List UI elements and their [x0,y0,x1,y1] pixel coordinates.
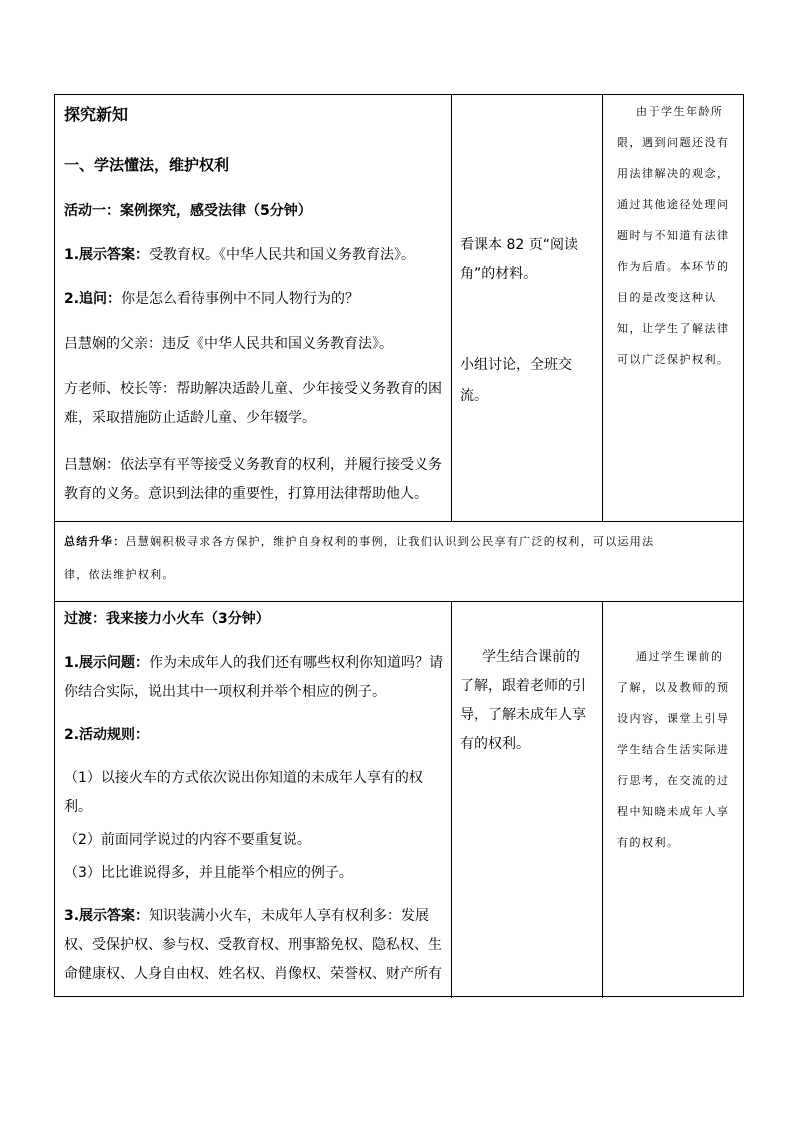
summary-label: 总结升华： [64,535,126,548]
transition-label: 过渡： [64,611,106,627]
section-heading: 一、学法懂法，维护权利 [64,156,230,174]
intent-line: 由于学生年龄所 [636,105,724,118]
student-activity-line2: 角”的材料。 [460,266,538,282]
intent-line: 设内容，课堂上引导 [617,712,730,725]
intent-line: 目的是改变这种认 [617,291,717,304]
paragraph-student-line1: 吕慧娴：依法享有平等接受义务教育的权利，并履行接受义务 [64,457,442,473]
answer-paragraph-line1 [64,907,429,925]
question-paragraph-line2: 你结合实际，说出其中一项权利并举个相应的例子。 [64,684,386,700]
lesson-plan-table [54,94,744,997]
paragraph-answer [64,246,415,264]
student-activity-line2: 了解，跟着老师的引 [460,678,586,694]
question-paragraph-line1 [64,654,443,672]
student-activity-line1: 看课本 82 页“阅读 [460,237,578,253]
teacher-activity-cell-2 [55,602,451,998]
paragraph-student-line2: 教育的义务。意识到法律的重要性，打算用法律帮助他人。 [64,486,428,502]
intent-line: 学生结合生活实际进 [617,743,730,756]
paragraph-question [64,290,359,308]
student-activity-line3: 导，了解未成年人享 [460,707,586,723]
rule-3: （3）比比谁说得多，并且能举个相应的例子。 [64,865,353,881]
summary-line1 [64,534,654,550]
paragraph-teachers-line1: 方老师、校长等：帮助解决适龄儿童、少年接受义务教育的困 [64,381,442,397]
rules-label: 2.活动规则： [64,727,150,743]
rule-1-line1: （1）以接火车的方式依次说出你知道的未成年人享有的权 [64,770,423,786]
intent-line: 行思考，在交流的过 [617,774,730,787]
question-text: 作为未成年人的我们还有哪些权利你知道吗？请 [149,655,444,671]
intent-line: 有的权利。 [617,836,680,849]
design-intent-cell-1 [603,95,745,521]
intent-line: 知，让学生了解法律 [617,322,730,335]
question-label: 1.展示问题： [64,655,150,671]
transition-heading [64,610,270,628]
student-activity-line3: 小组讨论，全班交 [460,357,572,373]
student-activity-line4: 有的权利。 [460,736,530,752]
intent-line: 限，遇到问题还没有 [617,136,730,149]
question-text: 你是怎么看待事例中不同人物行为的？ [121,291,360,307]
summary-line2: 律，依法维护权利。 [64,568,175,581]
intent-line: 通过其他途径处理问 [617,198,730,211]
rule-1-line2: 利。 [64,799,92,815]
rule-2: （2）前面同学说过的内容不要重复说。 [64,832,311,848]
summary-cell [55,522,745,601]
student-activity-line4: 流。 [460,388,488,404]
answer-paragraph-line2: 权、受保护权、参与权、受教育权、刑事豁免权、隐私权、生 [64,937,442,953]
student-activity-cell-2 [452,602,602,998]
section-title: 探究新知 [64,105,129,124]
student-activity-cell-1 [452,95,602,521]
answer-label: 1.展示答案： [64,247,150,263]
intent-line: 程中知晓未成年人享 [617,805,730,818]
activity-title: 活动一：案例探究，感受法律（5分钟） [64,203,312,219]
intent-line: 可以广泛保护权利。 [617,353,730,366]
intent-line: 作为后盾。本环节的 [617,260,730,273]
answer-text: 知识装满小火车，未成年人享有权利多：发展 [149,908,430,924]
transition-text: 我来接力小火车（3分钟） [106,611,270,627]
intent-line: 题时与不知道有法律 [617,229,730,242]
intent-line: 了解，以及教师的预 [617,681,730,694]
answer-paragraph-line3: 命健康权、人身自由权、姓名权、肖像权、荣誉权、财产所有 [64,966,442,982]
paragraph-teachers-line2: 难，采取措施防止适龄儿童、少年辍学。 [64,410,316,426]
question-label: 2.追问： [64,291,122,307]
student-activity-line1: 学生结合课前的 [482,649,580,665]
intent-line: 通过学生课前的 [636,650,724,663]
answer-text: 受教育权。《中华人民共和国义务教育法》。 [149,247,416,263]
answer-label: 3.展示答案： [64,908,150,924]
intent-line: 用法律解决的观念， [617,167,730,180]
paragraph-father: 吕慧娴的父亲：违反《中华人民共和国义务教育法》。 [64,336,393,352]
teacher-activity-cell-1 [55,95,451,521]
design-intent-cell-2 [603,602,745,998]
summary-text: 吕慧娴积极寻求各方保护，维护自身权利的事例，让我们认识到公民享有广泛的权利，可以运用法 [125,535,655,548]
